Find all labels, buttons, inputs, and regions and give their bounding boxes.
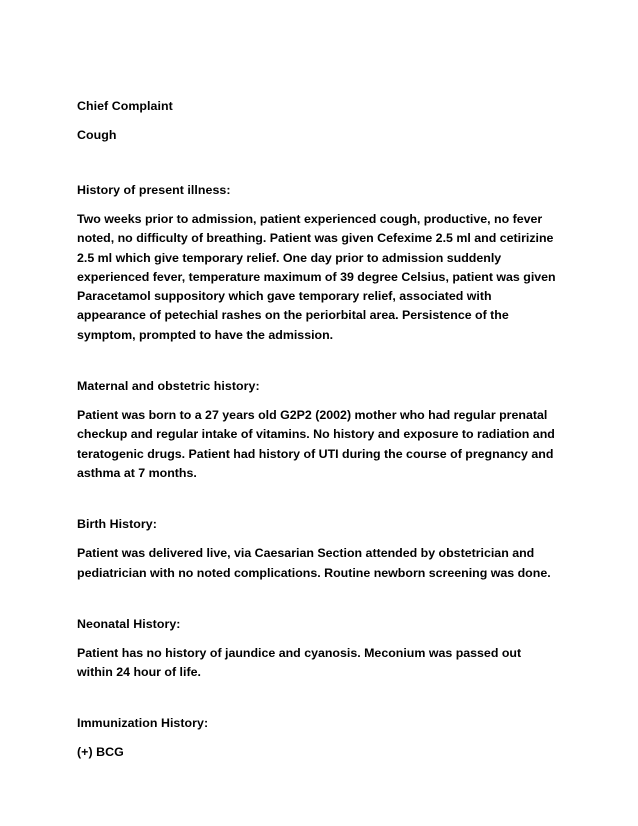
document-page [77, 97, 567, 762]
maternal-line: asthma at 7 months. [77, 465, 197, 480]
birth-heading: Birth History: [77, 517, 157, 532]
immunization-text: (+) BCG [77, 745, 124, 760]
birth-line: Patient was delivered live, via Caesarian Section attended by obstetrician and [77, 546, 535, 561]
maternal-paragraph [77, 406, 567, 483]
hpi-line: Paracetamol suppository which gave temporary relief, associated with [77, 289, 492, 304]
maternal-line: Patient was born to a 27 years old G2P2 (2002) mother who had regular prenatal [77, 408, 548, 423]
maternal-line: checkup and regular intake of vitamins. No history and exposure to radiation and [77, 427, 555, 442]
immunization-heading: Immunization History: [77, 716, 209, 731]
hpi-line: experienced fever, temperature maximum of 39 degree Celsius, patient was given [77, 269, 556, 284]
birth-line: pediatrician with no noted complications. Routine newborn screening was done. [77, 565, 551, 580]
chief-complaint-heading: Chief Complaint [77, 99, 173, 113]
maternal-heading: Maternal and obstetric history: [77, 379, 260, 394]
neonatal-line: within 24 hour of life. [77, 665, 201, 680]
hpi-paragraph [77, 210, 567, 345]
hpi-line: 2.5 ml which give temporary relief. One day prior to admission suddenly [77, 250, 502, 265]
neonatal-line: Patient has no history of jaundice and cyanosis. Meconium was passed out [77, 645, 522, 660]
hpi-line: appearance of petechial rashes on the periorbital area. Persistence of the [77, 308, 509, 323]
birth-paragraph [77, 544, 567, 583]
neonatal-paragraph [77, 644, 567, 683]
chief-complaint-text: Cough [77, 128, 117, 142]
hpi-line: Two weeks prior to admission, patient experienced cough, productive, no fever [77, 212, 543, 226]
maternal-line: teratogenic drugs. Patient had history of UTI during the course of pregnancy and [77, 446, 554, 461]
hpi-line: symptom, prompted to have the admission. [77, 327, 334, 342]
neonatal-heading: Neonatal History: [77, 616, 181, 631]
hpi-heading: History of present illness: [77, 183, 231, 197]
hpi-line: noted, no difficulty of breathing. Patient was given Cefexime 2.5 ml and cetirizine [77, 231, 554, 246]
